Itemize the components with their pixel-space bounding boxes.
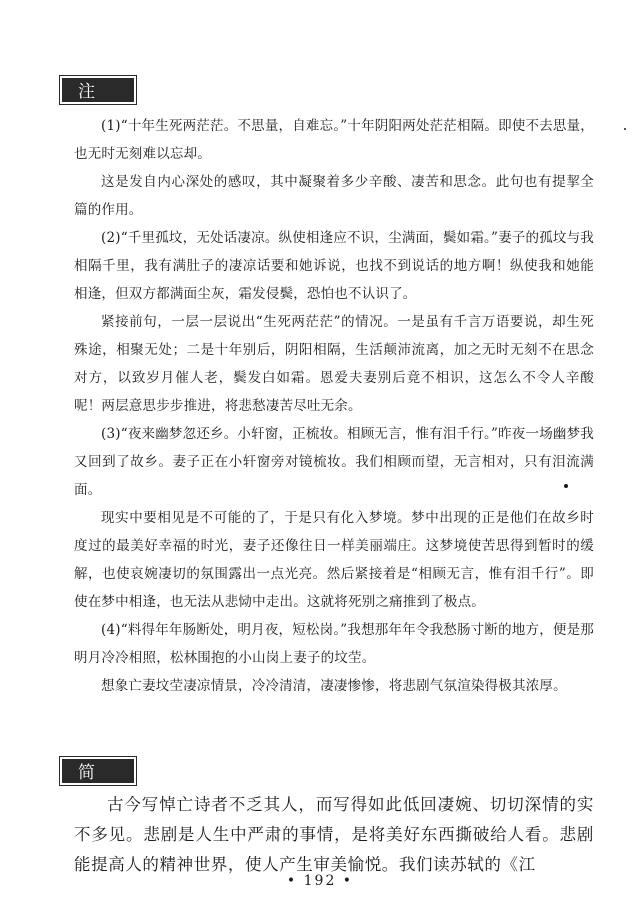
- page-number: • 192 •: [286, 873, 354, 889]
- note-4-quote: (4)“料得年年肠断处，明月夜，短松岗。”我想那年年令我愁肠寸断的地方，便是那明月冷冷相照，松林围抱的小山岗上妻子的坟茔。: [74, 622, 594, 666]
- section-header-analysis: 简析: [62, 759, 134, 783]
- note-1-comment: 这是发自内心深处的感叹，其中凝聚着多少辛酸、凄苦和思念。此句也有提挈全篇的作用。: [74, 174, 594, 218]
- analysis-section: [74, 790, 594, 880]
- notes-section: [74, 112, 594, 700]
- note-1-quote: (1)“十年生死两茫茫。不思量，自难忘。”十年阴阳两处茫茫相隔。即使不去思量，也无时无刻难以忘却。: [74, 118, 594, 162]
- note-2-comment: 紧接前句，一层一层说出“生死两茫茫”的情况。一是虽有千言万语要说，却生死殊途，相聚无处；二是十年别后，阴阳相隔，生活颠沛流离，加之无时无刻不在思念对方，以致岁月催人老，鬓发白如霜。恩爱夫妻别后竟不相识，这怎么不令人辛酸呢！两层意思步步推进，将悲愁凄苦尽吐无余。: [74, 314, 594, 414]
- note-3-quote: (3)“夜来幽梦忽还乡。小轩窗，正梳妆。相顾无言，惟有泪千行。”昨夜一场幽梦我又回到了故乡。妻子正在小轩窗旁对镜梳妆。我们相顾而望，无言相对，只有泪流满面。: [74, 426, 594, 498]
- section-header-notes: 注释: [62, 78, 134, 102]
- note-4-comment: 想象亡妻坟茔凄凉情景，冷冷清清，凄凄惨惨，将悲剧气氛渲染得极其浓厚。: [101, 678, 567, 694]
- note-3-comment: 现实中要相见是不可能的了，于是只有化入梦境。梦中出现的正是他们在故乡时度过的最美好幸福的时光，妻子还像往日一样美丽端庄。这梦境使苦思得到暂时的缓解，也使哀婉凄切的氛围露出一点光亮。然后紧接着是“相顾无言，惟有泪千行”。即使在梦中相逢，也无法从悲恸中走出。这就将死别之痛推到了极点。: [74, 510, 594, 610]
- analysis-paragraph: 古今写悼亡诗者不乏其人，而写得如此低回凄婉、切切深情的实不多见。悲剧是人生中严肃的事情，是将美好东西撕破给人看。悲剧能提高人的精神世界，使人产生审美愉悦。我们读苏轼的《江: [74, 795, 594, 874]
- print-speck-mark: [564, 484, 568, 488]
- note-2-quote: (2)“千里孤坟，无处话凄凉。纵使相逢应不识，尘满面，鬓如霜。”妻子的孤坟与我相隔千里，我有满肚子的凄凉话要和她诉说，也找不到说话的地方啊！纵使我和她能相逢，但双方都满面尘灰，霜发侵鬓，恐怕也不认识了。: [74, 230, 594, 302]
- print-speck-mark: [624, 128, 626, 130]
